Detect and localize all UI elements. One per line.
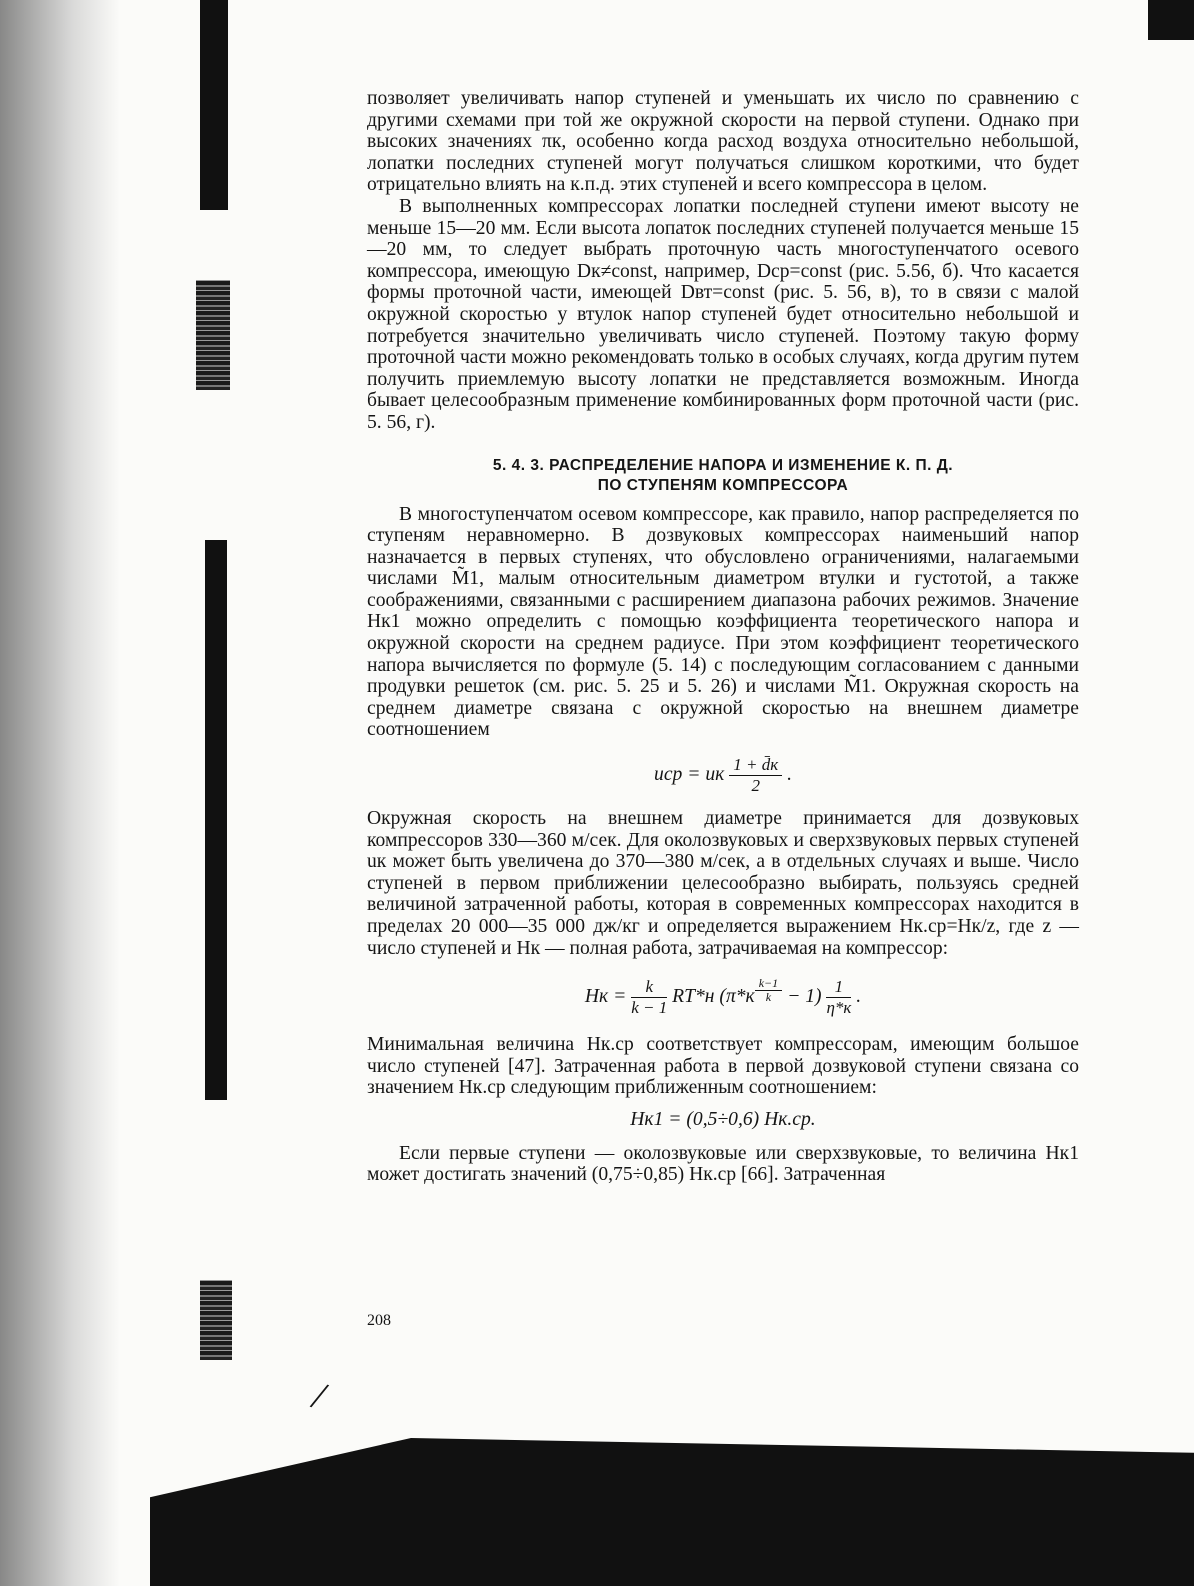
formula-tail: .: [856, 986, 862, 1008]
fraction-denominator: η*к: [826, 998, 852, 1018]
exponent-denominator: k: [765, 990, 772, 1005]
fraction-denominator: 2: [751, 776, 760, 796]
scan-bottom-smear: [150, 1438, 1194, 1586]
scan-left-shadow: [0, 0, 120, 1586]
page-number: 208: [367, 1312, 391, 1329]
fraction: [631, 977, 667, 1018]
exponent-numerator: k−1: [755, 977, 782, 991]
scan-corner: [1148, 0, 1194, 40]
paragraph: Если первые ступени — околозвуковые или сверхзвуковые, то величина Hк1 может достигать значений (0,75÷0,85) Hк.ср [66]. Затраченная: [367, 1142, 1079, 1186]
scan-edge-bar-mid: [205, 540, 227, 1100]
formula-first-stage-work: Hк1 = (0,5÷0,6) Hк.ср.: [630, 1108, 816, 1130]
stray-pen-mark: /: [306, 1372, 333, 1419]
scan-edge-noise-2: [200, 1280, 232, 1360]
formula-after: − 1): [787, 986, 822, 1008]
fraction-numerator: 1: [826, 977, 851, 998]
page-body: [367, 88, 1079, 1186]
scan-edge-bar-top: [200, 0, 228, 210]
fraction: [826, 977, 851, 1018]
section-heading: [367, 456, 1079, 496]
paragraph: Минимальная величина Hк.ср соответствует компрессорам, имеющим большое число ступеней [47]. Затраченная работа в первой дозвуковой ступени связана со значением Hк.ср следующим приближенным соотношением:: [367, 1034, 1079, 1099]
fraction-denominator: k − 1: [631, 998, 668, 1018]
paragraph: позволяет увеличивать напор ступеней и уменьшать их число по сравнению с другими схемами при той же окружной скорости на первой ступени. Однако при высоких значениях πк, особенно когда расход воздуха относительно небольшой, лопатки последних ступеней могут получаться слишком короткими, что будет отрицательно влиять на к.п.д. этих ступеней и всего компрессора в целом.: [367, 88, 1079, 196]
formula-tail: .: [787, 764, 792, 786]
heading-line: 5. 4. 3. РАСПРЕДЕЛЕНИЕ НАПОРА И ИЗМЕНЕНИЕ К. П. Д.: [492, 456, 954, 474]
scan-edge-noise-1: [196, 280, 230, 390]
formula-lhs: uср = uк: [654, 764, 725, 786]
paragraph: В выполненных компрессорах лопатки последней ступени имеют высоту не меньше 15—20 мм. Если высота лопаток последних ступеней получается меньше 15—20 мм, то следует выбрать проточную часть многоступенчатого осевого компрессора, имеющую Dк≠const, например, Dср=const (рис. 5.56, б). Что касается формы проточной части, имеющей Dвт=const (рис. 5. 56, в), то в связи с малой окружной скоростью у втулок напор ступеней будет относительно небольшой и потребуется значительно увеличивать число ступеней. Поэтому такую форму проточной части можно рекомендовать только в особых случаях, когда другим путем получить приемлемую высоту лопатки не представляется возможным. Иногда бывает целесообразным применение комбинированных форм проточной части (рис. 5. 56, г).: [367, 195, 1079, 433]
formula-middle: RT*н (π*к: [672, 986, 755, 1008]
fraction-numerator: 1 + d̄к: [729, 755, 782, 776]
formula-u-mean: [367, 755, 1079, 796]
fraction: [729, 755, 782, 796]
formula-compressor-work: [367, 977, 1079, 1018]
exponent-fraction: [755, 977, 782, 1004]
heading-line: ПО СТУПЕНЯМ КОМПРЕССОРА: [597, 476, 849, 494]
paragraph: В многоступенчатом осевом компрессоре, как правило, напор распределяется по ступеням неравномерно. В дозвуковых компрессорах наименьший напор назначается в первых ступенях, что обусловлено ограничениями, налагаемыми числами M̃1, малым относительным диаметром втулки и густотой, а также соображениями, связанными с расширением диапазона рабочих режимов. Значение Hк1 можно определить с помощью коэффициента теоретического напора и окружной скорости на среднем радиусе. При этом коэффициент теоретического напора вычисляется по формуле (5. 14) с последующим согласованием с данными продувки решеток (см. рис. 5. 25 и 5. 26) и числами M̃1. Окружная скорость на среднем диаметре связана с окружной скоростью на внешнем диаметре соотношением: [367, 503, 1079, 741]
paragraph: Окружная скорость на внешнем диаметре принимается для дозвуковых компрессоров 330—360 м/сек. Для околозвуковых и сверхзвуковых первых ступеней uк может быть увеличена до 370—380 м/сек, а в отдельных случаях и выше. Число ступеней в первом приближении целесообразно выбирать, пользуясь средней величиной затраченной работы, которая в современных компрессорах находится в пределах 20 000—35 000 дж/кг и определяется выражением Hк.ср=Hк/z, где z — число ступеней и Hк — полная работа, затрачиваемая на компрессор:: [367, 808, 1079, 959]
formula-lhs: Hк =: [584, 986, 627, 1008]
fraction-numerator: k: [631, 977, 667, 998]
